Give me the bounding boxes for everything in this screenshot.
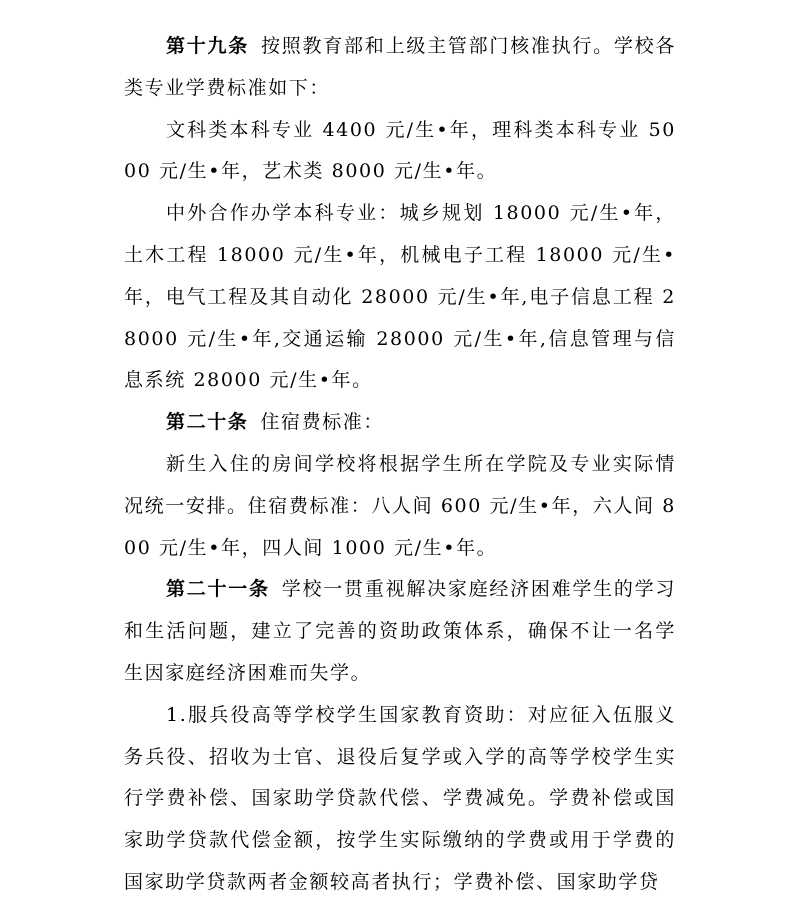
military-aid-paragraph — [124, 695, 676, 904]
article-19-text: 按照教育部和上级主管部门核准执行。学校各类专业学费标准如下： — [124, 35, 676, 99]
joint-program-fee-text: 中外合作办学本科专业：城乡规划 18000 元/生•年，土木工程 18000 元/生•年，机械电子工程 18000 元/生•年，电气工程及其自动化 28000 元/生•年,电子信息工程 28000 元/生•年,交通运输 28000 元/生•年,信息管理与信息系统 28000 元/生•年。 — [124, 202, 676, 392]
dormitory-fee-paragraph — [124, 444, 676, 569]
document-page — [124, 26, 676, 904]
military-aid-text: 1.服兵役高等学校学生国家教育资助：对应征入伍服义务兵役、招收为士官、退役后复学或入学的高等学校学生实行学费补偿、国家助学贷款代偿、学费减免。学费补偿或国家助学贷款代偿金额，按学生实际缴纳的学费或用于学费的国家助学贷款两者金额较高者执行；学费补偿、国家助学贷 — [124, 703, 676, 893]
article-20-text: 住宿费标准： — [260, 411, 385, 434]
article-21-text: 学校一贯重视解决家庭经济困难学生的学习和生活问题，建立了完善的资助政策体系，确保不让一名学生因家庭经济困难而失学。 — [124, 578, 676, 684]
dormitory-fee-text: 新生入住的房间学校将根据学生所在学院及专业实际情况统一安排。住宿费标准：八人间 600 元/生•年，六人间 800 元/生•年，四人间 1000 元/生•年。 — [124, 452, 676, 559]
article-19-heading: 第十九条 — [166, 35, 250, 57]
joint-program-fee-paragraph — [124, 193, 676, 402]
liberal-science-fee-paragraph — [124, 110, 676, 194]
article-20-heading: 第二十条 — [166, 411, 249, 434]
article-21-heading: 第二十一条 — [166, 578, 270, 601]
article-19-paragraph — [124, 26, 676, 110]
article-21-paragraph — [124, 569, 676, 694]
liberal-science-fee-text: 文科类本科专业 4400 元/生•年，理科类本科专业 5000 元/生•年，艺术类 8000 元/生•年。 — [124, 118, 676, 183]
article-20-paragraph — [124, 402, 676, 444]
